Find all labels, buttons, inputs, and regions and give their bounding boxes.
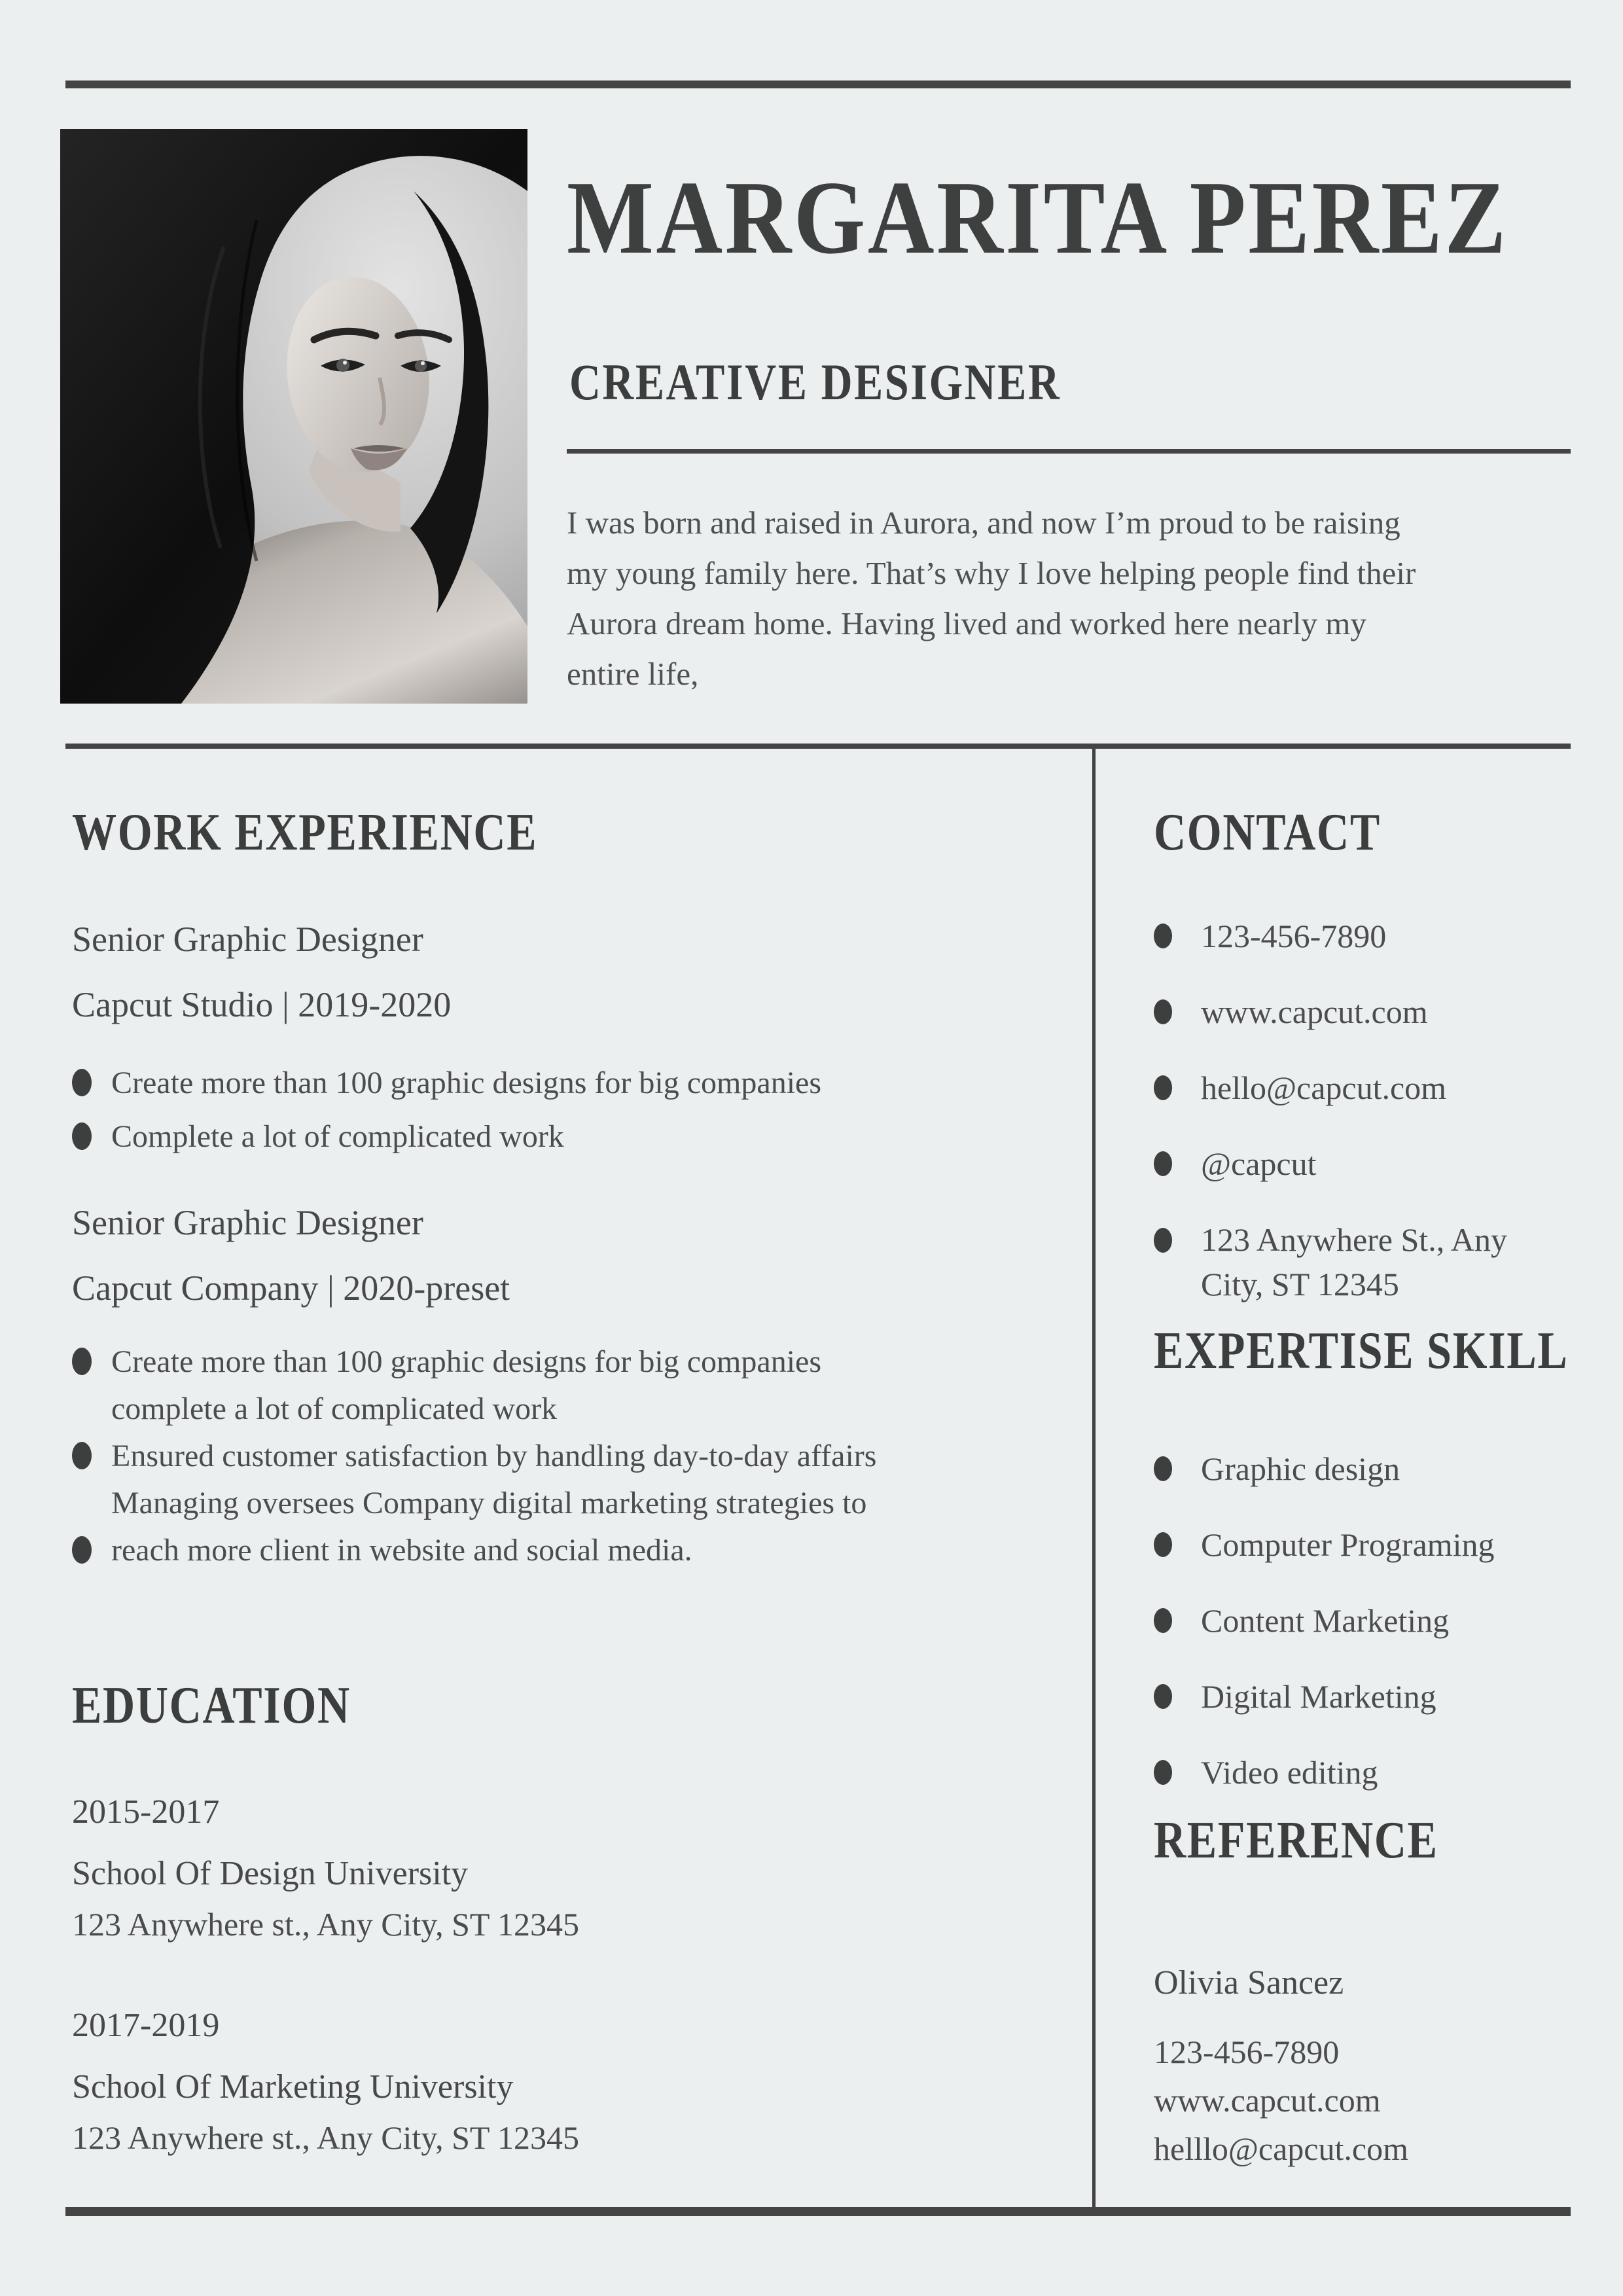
job-meta: Capcut Company | 2020-preset	[72, 1268, 510, 1308]
bullet-dot	[1154, 1760, 1172, 1785]
main-divider	[65, 744, 1571, 749]
bullet-text: Complete a lot of complicated work	[111, 1119, 564, 1154]
list-item	[72, 1109, 821, 1163]
bullet-dot	[1154, 1684, 1172, 1709]
bio-line: my young family here. That’s why I love helping people find their	[567, 555, 1416, 591]
bio-line: entire life,	[567, 656, 699, 692]
skill-item	[1154, 1522, 1495, 1567]
bio-line: I was born and raised in Aurora, and now I’m proud to be raising	[567, 505, 1400, 541]
bullet-dot	[1154, 999, 1172, 1024]
bullet-dot	[1154, 1456, 1172, 1481]
education-block	[72, 2007, 579, 2156]
bullet-dot	[72, 1069, 92, 1096]
education-years: 2017-2019	[72, 2007, 220, 2044]
section-heading-contact: CONTACT	[1154, 804, 1381, 861]
bottom-rule	[65, 2207, 1571, 2216]
skill-text: Content Marketing	[1201, 1602, 1450, 1639]
contact-item-email	[1154, 1066, 1507, 1110]
reference-name: Olivia Sancez	[1154, 1964, 1344, 2001]
education-years: 2015-2017	[72, 1793, 220, 1831]
job-title: Senior Graphic Designer	[72, 920, 423, 959]
header	[567, 159, 1623, 276]
portrait-photo	[60, 129, 527, 704]
section-heading-expertise-skill: EXPERTISE SKILL	[1154, 1322, 1569, 1380]
header-rule	[567, 449, 1571, 454]
reference-website: www.capcut.com	[1154, 2082, 1381, 2119]
job-block	[72, 920, 821, 1163]
contact-text: @capcut	[1201, 1145, 1317, 1182]
contact-address-line: 123 Anywhere St., Any	[1201, 1221, 1508, 1258]
skill-text: Graphic design	[1201, 1450, 1400, 1487]
bullet-text: Create more than 100 graphic designs for big companies	[111, 1065, 822, 1100]
bullet-dot	[72, 1122, 92, 1150]
bullet-text: Create more than 100 graphic designs for big companies	[111, 1344, 822, 1379]
column-divider	[1092, 749, 1096, 2208]
skill-text: Video editing	[1201, 1754, 1378, 1791]
section-heading-reference: REFERENCE	[1154, 1812, 1438, 1869]
section-heading-work-experience: WORK EXPERIENCE	[72, 804, 538, 861]
job-title: Senior Graphic Designer	[72, 1203, 423, 1242]
top-rule	[65, 81, 1571, 88]
bullet-dot	[1154, 1151, 1172, 1176]
job-meta: Capcut Studio | 2019-2020	[72, 985, 452, 1024]
bullet-dot	[1154, 1228, 1172, 1253]
bio-line: Aurora dream home. Having lived and worked here nearly my	[567, 605, 1366, 641]
contact-address-line: City, ST 12345	[1201, 1266, 1399, 1302]
list-item	[72, 1526, 876, 1573]
skill-item	[1154, 1750, 1495, 1795]
job-bullet-list	[72, 1056, 821, 1163]
skill-text: Computer Programing	[1201, 1526, 1495, 1563]
bullet-dot	[72, 1442, 92, 1469]
list-item	[72, 1338, 876, 1385]
contact-item-website	[1154, 990, 1507, 1034]
reference-contact-block	[1154, 2028, 1408, 2173]
contact-item-phone	[1154, 914, 1507, 958]
bullet-text: Ensured customer satisfaction by handling day-to-day affairs	[111, 1438, 877, 1473]
education-address: 123 Anywhere st., Any City, ST 12345	[72, 2119, 580, 2156]
contact-item-social	[1154, 1141, 1507, 1186]
bullet-dot	[1154, 1532, 1172, 1557]
bullet-text: Managing oversees Company digital marketing strategies to	[111, 1485, 867, 1520]
education-block	[72, 1793, 579, 1943]
job-subtitle: CREATIVE DESIGNER	[569, 353, 1061, 410]
reference-email: helllo@capcut.com	[1154, 2130, 1408, 2167]
bullet-dot	[72, 1536, 92, 1564]
bullet-dot	[72, 1348, 92, 1375]
bullet-dot	[1154, 1608, 1172, 1633]
education-school: School Of Marketing University	[72, 2068, 514, 2106]
bullet-dot	[1154, 924, 1172, 948]
job-block	[72, 1203, 876, 1573]
list-item-continuation	[72, 1385, 876, 1432]
skill-item	[1154, 1446, 1495, 1491]
bullet-dot	[1154, 1075, 1172, 1100]
contact-text: 123-456-7890	[1201, 918, 1387, 954]
reference-block	[1154, 1964, 1344, 2003]
skill-item	[1154, 1598, 1495, 1643]
skills-list	[1154, 1446, 1495, 1826]
contact-list	[1154, 914, 1507, 1338]
skill-text: Digital Marketing	[1201, 1678, 1436, 1715]
education-school: School Of Design University	[72, 1855, 469, 1892]
bio-paragraph	[567, 497, 1416, 699]
bullet-text: complete a lot of complicated work	[111, 1391, 558, 1426]
contact-item-address	[1154, 1217, 1507, 1306]
page-title: MARGARITA PEREZ	[567, 159, 1508, 276]
contact-text: hello@capcut.com	[1201, 1069, 1447, 1106]
job-bullet-list	[72, 1338, 876, 1573]
list-item-continuation	[72, 1479, 876, 1526]
section-heading-education: EDUCATION	[72, 1677, 351, 1734]
list-item	[72, 1432, 876, 1479]
contact-text: www.capcut.com	[1201, 994, 1428, 1030]
skill-item	[1154, 1674, 1495, 1719]
bullet-text: reach more client in website and social media.	[111, 1532, 692, 1568]
reference-phone: 123-456-7890	[1154, 2034, 1340, 2070]
education-address: 123 Anywhere st., Any City, ST 12345	[72, 1906, 580, 1943]
list-item	[72, 1056, 821, 1109]
